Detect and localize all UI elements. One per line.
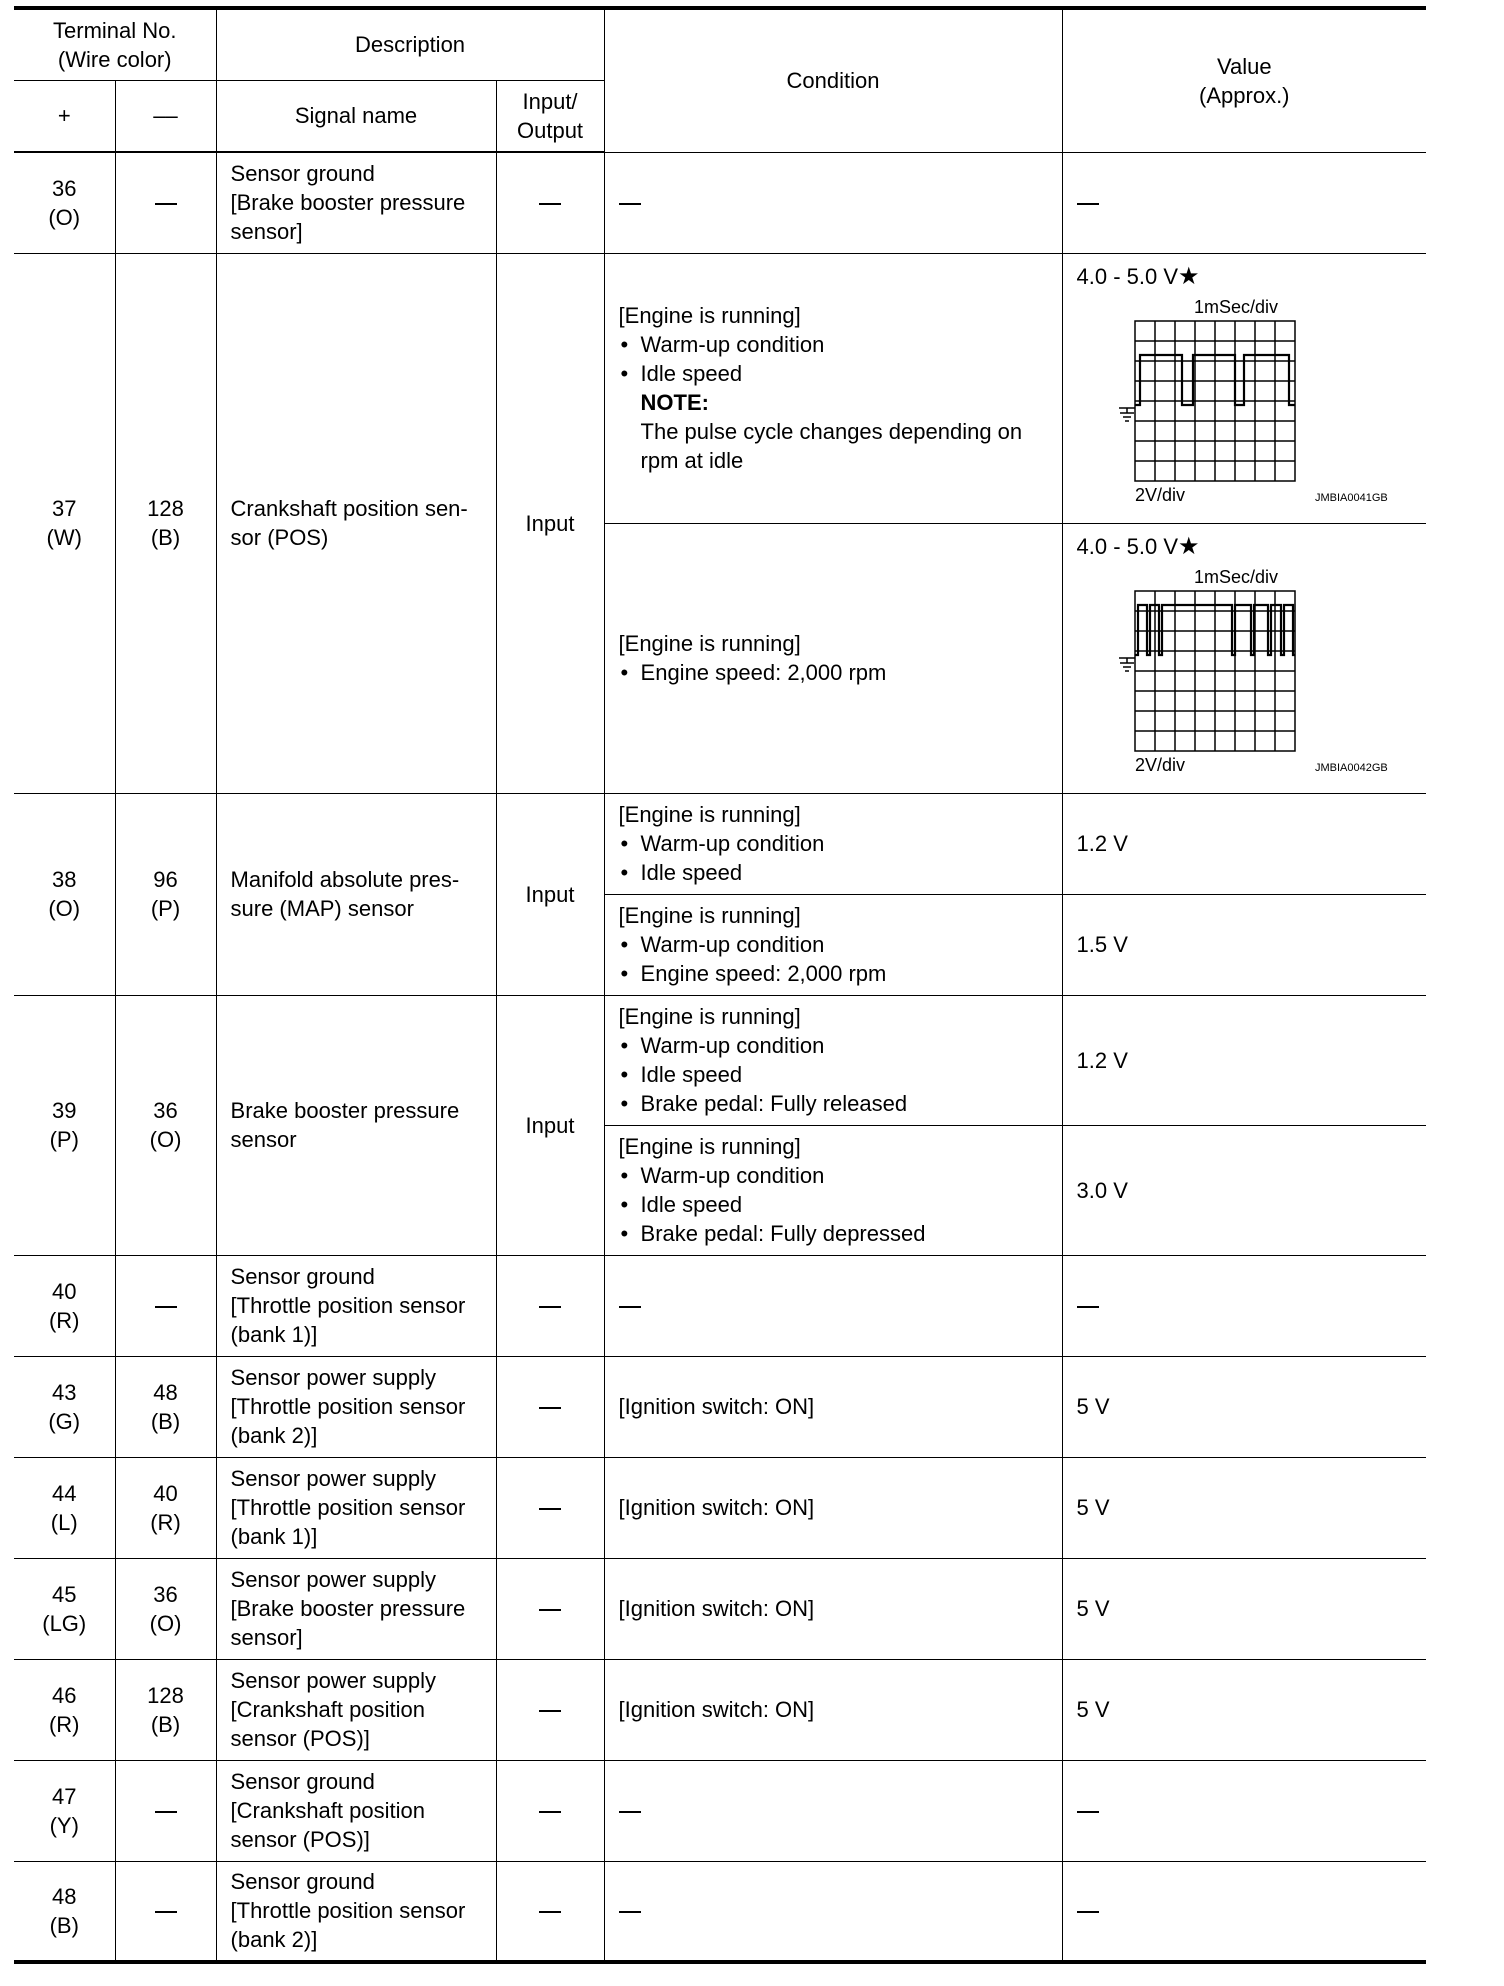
value: 5 V (1062, 1457, 1426, 1558)
plus-terminal: 45 (LG) (14, 1558, 115, 1659)
condition: [Ignition switch: ON] (604, 1659, 1062, 1760)
svg-text:1mSec/div: 1mSec/div (1193, 566, 1278, 587)
condition (604, 1861, 1062, 1962)
minus-terminal: 48 (B) (115, 1356, 216, 1457)
dash-mark (155, 1306, 177, 1308)
table-row-47 (14, 1760, 1426, 1861)
value (1062, 152, 1426, 253)
ecm-terminal-table (14, 6, 1426, 1964)
star-icon: ★ (1178, 532, 1200, 560)
dash-mark (619, 1911, 641, 1913)
value: 1.2 V (1062, 793, 1426, 894)
plus-terminal: 38 (O) (14, 793, 115, 995)
signal-name: Sensor ground [Throttle position sensor (bank 1)] (216, 1255, 496, 1356)
table-row-37 (14, 253, 1426, 523)
dash-mark (1077, 1911, 1099, 1913)
dash-mark (539, 1609, 561, 1611)
dash-mark (539, 1911, 561, 1913)
minus-terminal: 128 (B) (115, 1659, 216, 1760)
condition: [Ignition switch: ON] (604, 1457, 1062, 1558)
dash-mark (155, 203, 177, 205)
table-row-43 (14, 1356, 1426, 1457)
dash-mark (539, 1710, 561, 1712)
condition (604, 1255, 1062, 1356)
header-value: Value (Approx.) (1062, 8, 1426, 152)
input-output (496, 1255, 604, 1356)
value (1062, 1255, 1426, 1356)
input-output (496, 1457, 604, 1558)
minus-terminal: 128 (B) (115, 253, 216, 793)
signal-name: Sensor ground [Crankshaft position sensor (POS)] (216, 1760, 496, 1861)
signal-name: Sensor ground [Throttle position sensor (bank 2)] (216, 1861, 496, 1962)
plus-terminal: 48 (B) (14, 1861, 115, 1962)
condition: [Engine is running] • Warm-up condition • Idle speed • Brake pedal: Fully released (604, 995, 1062, 1125)
input-output: Input (496, 253, 604, 793)
oscilloscope-waveform-idle (1077, 295, 1413, 523)
input-output (496, 1861, 604, 1962)
dash-mark (1077, 1306, 1099, 1308)
minus-terminal: 36 (O) (115, 995, 216, 1255)
value: 1.5 V (1062, 894, 1426, 995)
input-output: Input (496, 995, 604, 1255)
table-row-39 (14, 995, 1426, 1125)
signal-name: Sensor power supply [Brake booster pressure sensor] (216, 1558, 496, 1659)
plus-terminal: 40 (R) (14, 1255, 115, 1356)
signal-name: Manifold absolute pres- sure (MAP) sensor (216, 793, 496, 995)
header-input-output: Input/ Output (496, 80, 604, 152)
plus-terminal: 36 (O) (14, 152, 115, 253)
table-row-38 (14, 793, 1426, 894)
dash-mark (619, 1306, 641, 1308)
plus-terminal: 44 (L) (14, 1457, 115, 1558)
dash-mark (619, 1811, 641, 1813)
input-output (496, 1558, 604, 1659)
dash-mark (539, 1508, 561, 1510)
value (1062, 1861, 1426, 1962)
dash-mark (155, 1911, 177, 1913)
plus-terminal: 43 (G) (14, 1356, 115, 1457)
svg-text:1mSec/div: 1mSec/div (1193, 296, 1278, 317)
value: 5 V (1062, 1558, 1426, 1659)
header-minus: –– (115, 80, 216, 152)
dash-mark (539, 1306, 561, 1308)
input-output (496, 1760, 604, 1861)
header-signal-name: Signal name (216, 80, 496, 152)
header-description: Description (216, 8, 604, 80)
input-output (496, 1356, 604, 1457)
plus-terminal: 46 (R) (14, 1659, 115, 1760)
condition (604, 1760, 1062, 1861)
svg-text:2V/div: 2V/div (1134, 484, 1185, 505)
table-row-45 (14, 1558, 1426, 1659)
condition (604, 152, 1062, 253)
minus-terminal (115, 1760, 216, 1861)
plus-terminal: 37 (W) (14, 253, 115, 793)
condition: [Ignition switch: ON] (604, 1558, 1062, 1659)
value: 3.0 V (1062, 1125, 1426, 1255)
signal-name: Sensor power supply [Throttle position sensor (bank 1)] (216, 1457, 496, 1558)
dash-mark (619, 203, 641, 205)
signal-name: Sensor power supply [Crankshaft position sensor (POS)] (216, 1659, 496, 1760)
plus-terminal: 47 (Y) (14, 1760, 115, 1861)
value: 5 V (1062, 1659, 1426, 1760)
header-plus: + (14, 80, 115, 152)
terminal-spec-sheet (14, 6, 1426, 1976)
signal-name: Brake booster pressure sensor (216, 995, 496, 1255)
condition: [Engine is running] • Engine speed: 2,000 rpm (604, 523, 1062, 793)
svg-text:JMBIA0042GB: JMBIA0042GB (1314, 761, 1388, 774)
value: 4.0 - 5.0 V★ 1mSec/div 2V/div JMBIA0041GB (1062, 253, 1426, 523)
condition: [Engine is running] • Warm-up condition • Idle speed (604, 793, 1062, 894)
minus-terminal: 36 (O) (115, 1558, 216, 1659)
table-row-40 (14, 1255, 1426, 1356)
plus-terminal: 39 (P) (14, 995, 115, 1255)
dash-mark (155, 1811, 177, 1813)
star-icon: ★ (1178, 262, 1200, 290)
svg-text:JMBIA0041GB: JMBIA0041GB (1314, 491, 1388, 504)
value (1062, 1760, 1426, 1861)
dash-mark (539, 1407, 561, 1409)
table-row-36 (14, 152, 1426, 253)
table-row-48 (14, 1861, 1426, 1962)
oscilloscope-waveform-2000rpm (1077, 565, 1413, 793)
dash-mark (539, 203, 561, 205)
input-output (496, 152, 604, 253)
svg-text:2V/div: 2V/div (1134, 754, 1185, 775)
minus-terminal (115, 1255, 216, 1356)
input-output: Input (496, 793, 604, 995)
header-condition: Condition (604, 8, 1062, 152)
table-row-44 (14, 1457, 1426, 1558)
signal-name: Sensor ground [Brake booster pressure sensor] (216, 152, 496, 253)
signal-name: Crankshaft position sen- sor (POS) (216, 253, 496, 793)
minus-terminal (115, 1861, 216, 1962)
dash-mark (1077, 1811, 1099, 1813)
dash-mark (1077, 203, 1099, 205)
value: 4.0 - 5.0 V★ 1mSec/div 2V/div JMBIA0042GB (1062, 523, 1426, 793)
value: 5 V (1062, 1356, 1426, 1457)
minus-terminal (115, 152, 216, 253)
condition: [Engine is running] • Warm-up condition • Idle speed NOTE: The pulse cycle changes depending on rpm at idle (604, 253, 1062, 523)
input-output (496, 1659, 604, 1760)
condition: [Engine is running] • Warm-up condition • Engine speed: 2,000 rpm (604, 894, 1062, 995)
minus-terminal: 40 (R) (115, 1457, 216, 1558)
table-row-46 (14, 1659, 1426, 1760)
condition: [Ignition switch: ON] (604, 1356, 1062, 1457)
signal-name: Sensor power supply [Throttle position sensor (bank 2)] (216, 1356, 496, 1457)
header-terminal-no: Terminal No. (Wire color) (14, 8, 216, 80)
condition: [Engine is running] • Warm-up condition • Idle speed • Brake pedal: Fully depressed (604, 1125, 1062, 1255)
value: 1.2 V (1062, 995, 1426, 1125)
dash-mark (539, 1811, 561, 1813)
minus-terminal: 96 (P) (115, 793, 216, 995)
